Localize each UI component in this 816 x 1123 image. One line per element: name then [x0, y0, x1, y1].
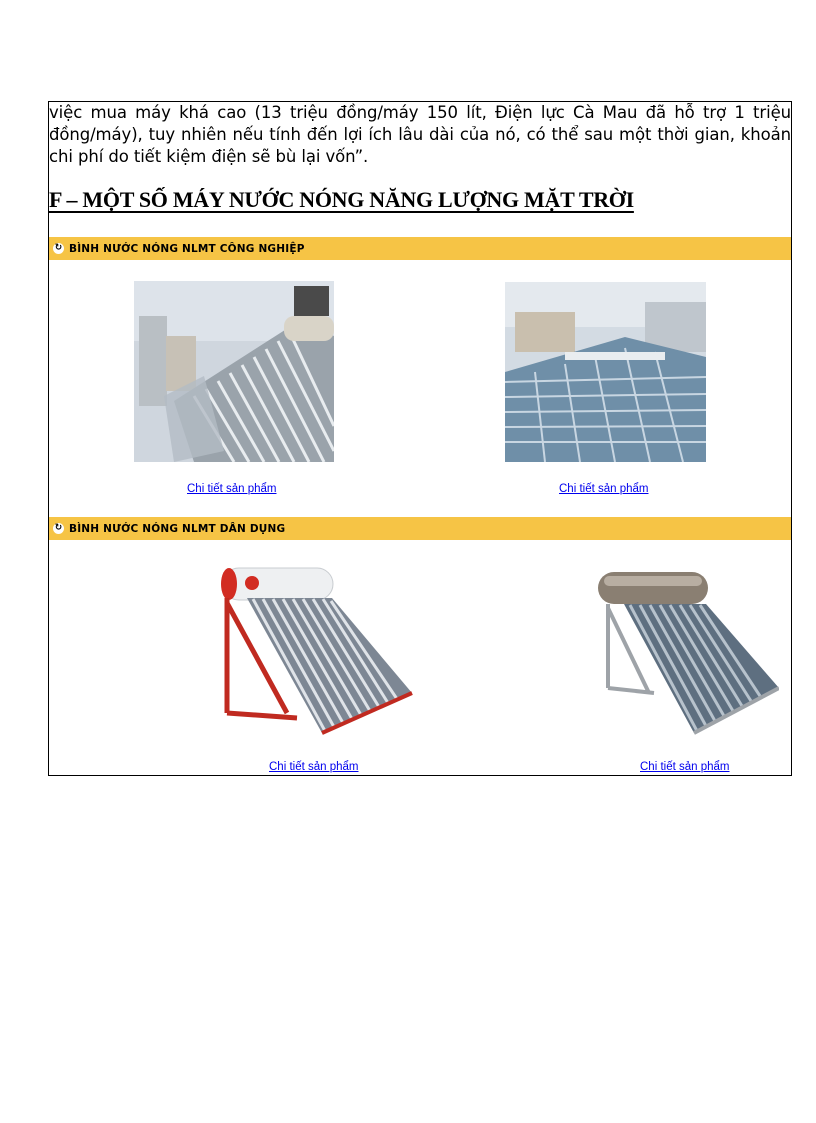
section-bar-industrial: [49, 237, 791, 260]
product-detail-link[interactable]: Chi tiết sản phẩm: [187, 483, 277, 495]
body-paragraph: việc mua máy khá cao (13 triệu đồng/máy 150 lít, Điện lực Cà Mau đã hỗ trợ 1 triệu đồng/máy), tuy nhiên nếu tính đến lợi ích lâu dài của nó, có thể sau một thời gian, khoản chi phí do tiết kiệm điện sẽ bù lại vốn”.: [49, 103, 791, 166]
circle-arrow-icon: ↻: [54, 523, 63, 533]
product-photo-industrial-2: [505, 282, 706, 462]
section-bar-residential: [49, 517, 791, 540]
content-frame: [48, 101, 792, 776]
product-photo-industrial-1: [134, 281, 334, 462]
section-title: BÌNH NƯỚC NÓNG NLMT CÔNG NGHIỆP: [69, 242, 305, 255]
product-detail-link[interactable]: Chi tiết sản phẩm: [269, 761, 359, 773]
section-heading: F – MỘT SỐ MÁY NƯỚC NÓNG NĂNG LƯỢNG MẶT TRỜI: [49, 187, 634, 212]
section-title: BÌNH NƯỚC NÓNG NLMT DÂN DỤNG: [69, 522, 286, 535]
product-detail-link[interactable]: Chi tiết sản phẩm: [559, 483, 649, 495]
product-photo-residential-1: [217, 563, 413, 738]
product-photo-residential-2: [594, 568, 779, 738]
product-detail-link[interactable]: Chi tiết sản phẩm: [640, 761, 730, 773]
circle-arrow-icon: ↻: [54, 243, 63, 253]
